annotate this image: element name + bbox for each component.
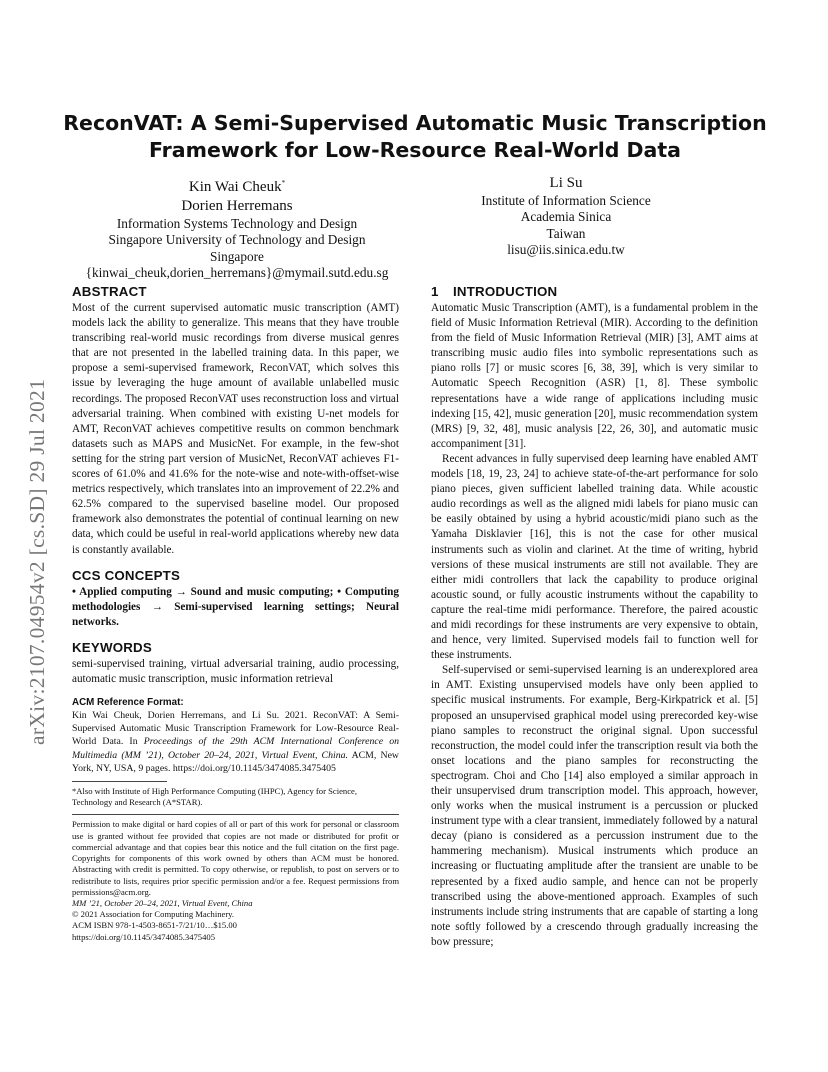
copyright-line: © 2021 Association for Computing Machinery. [72, 909, 235, 920]
ccs-heading: CCS CONCEPTS [72, 567, 181, 583]
abstract-heading: ABSTRACT [72, 284, 147, 299]
affiliation: Academia Sinica [520, 209, 612, 225]
author-email: lisu@iis.sinica.edu.tw [507, 241, 625, 257]
keywords-section [72, 639, 399, 687]
acm-reference-text: Kin Wai Cheuk, Dorien Herremans, and Li Su. 2021. ReconVAT: A Semi-Supervised Automatic Music Transcription Framework for Low-Resource Real-World Data. In Proceedings of the 29th ACM International Conference on Multimedia (MM ’21), October 20–24, 2021, Virtual Event, China. ACM, New York, NY, USA, 9 pages. https://doi.org/10.1145/3474085.3475405 [72, 710, 399, 774]
abstract-text: Most of the current supervised automatic music transcription (AMT) models lack the ability to generalize. This means that they have trouble transcribing real-world music recordings from diverse musical genres that are not presented in the labelled training data. In this paper, we propose a semi-supervised framework, ReconVAT, which solves this issue by leveraging the huge amount of available unlabelled music recordings. The proposed ReconVAT uses reconstruction loss and virtual adversarial training. When combined with existing U-net models for AMT, ReconVAT achieves competitive results on common benchmark datasets such as MAPS and MusicNet. For example, in the few-shot setting for the string part version of MusicNet, ReconVAT achieves F1-scores of 61.0% and 41.6% for the note-wise and note-with-offset-wise metrics respectively, which translates into an improvement of 22.2% and 62.5% compared to the supervised baseline model. Our proposed framework also demonstrates the potential of continual learning on new data, which could be useful in real-world applications whereby new data is constantly available. [72, 302, 399, 556]
intro-paragraph-3: Self-supervised or semi-supervised learning is an underexplored area in AMT. Existing unsupervised models have only been applied to specific musical instruments. For example, Berg-Kirkpatrick et al. [5] proposed an unsupervised graphical model using prerecorded key-wise piano samples to reconstruct the original signal. Upon successful reconstruction, the model could infer the transcription result via both the onset locations and the piano samples for reconstructing the spectrogram. Choi and Cho [14] also employed a similar approach in their unsupervised drum transcription model. This approach, however, only works when the musical instrument is a percussion or plucked instrument type with a clear transient, immediately followed by a natural decay (piano is considered as a percussion instrument due to the hammering mechanism). Musical instruments which produce an increasing or fluctuating amplitude after the transient are unable to be represented by a fixed audio sample, and hence can not be properly transcribed using the above-mentioned approach. Examples of such instruments include string instruments that are capable of starting a long note softly followed by a crescendo through gradually increasing the bow pressure; [431, 664, 758, 948]
keywords-heading: KEYWORDS [72, 639, 152, 655]
paper-title [60, 110, 770, 164]
acm-reference-heading: ACM Reference Format: [72, 697, 184, 709]
left-column [72, 283, 399, 943]
keywords-text: semi-supervised training, virtual adversarial training, audio processing, automatic music transcription, music information retrieval [72, 657, 399, 685]
permission-text: Permission to make digital or hard copies of all or part of this work for personal or classroom use is granted without fee provided that copies are not made or distributed for profit or commercial advantage and that copies bear this notice and the full citation on the first page. Copyrights for components of this work owned by others than ACM must be honored. Abstracting with credit is permitted. To copy otherwise, or republish, to post on servers or to redistribute to lists, requires prior specific permission and/or a fee. Request permissions from permissions@acm.org. [72, 819, 399, 897]
author-email: {kinwai_cheuk,dorien_herremans}@mymail.sutd.edu.sg [85, 264, 389, 280]
introduction-heading [431, 283, 758, 301]
intro-paragraph-2: Recent advances in fully supervised deep learning have enabled AMT models [18, 19, 23, 24] to achieve state-of-the-art performance for solo piano pieces, given sufficient labelled training data. While acoustic audio recordings as well as the aligned midi labels for piano music can be easily obtained by using a hybrid acoustic/midi piano such as the Yamaha Disklavier [16], this is not the case for other musical instruments such as violin and clarinet. At the time of writing, hybrid versions of these musical instruments are still not available. They are either midi controllers that lack the capability to produce original acoustic sound, or fully acoustic instruments without the capability to capture the real-time midi performance. Therefore, the paired acoustic and midi recordings for these instruments are very expensive to obtain, and hence, very limited. Supervised models fail to function well for these instruments. [431, 452, 758, 662]
intro-paragraph-1: Automatic Music Transcription (AMT), is a fundamental problem in the field of Music Information Retrieval (MIR). According to the definition from the field of Music Information Retrieval (MIR) [3], AMT aims at transcribing music audio files into symbolic representations such as piano rolls [7] or music scores [6, 38, 39], which is very similar to Automatic Speech Recognition (ASR) [1, 8]. These symbolic representations have a wide range of applications including music indexing [15, 42], music generation [20], music recommendation system (MRS) [9, 32, 48], music analysis [22, 26, 30], and automatic music accompaniment [31]. [431, 302, 758, 450]
affiliation: Singapore University of Technology and Design [108, 232, 366, 248]
venue-line: MM ’21, October 20–24, 2021, Virtual Event, China [72, 897, 253, 908]
affiliation: Taiwan [546, 225, 586, 241]
author-block-1 [72, 174, 402, 281]
permission-block [72, 819, 399, 942]
arxiv-identifier: arXiv:2107.04954v2 [cs.SD] 29 Jul 2021 [25, 378, 49, 745]
affiliation: Information Systems Technology and Design [116, 216, 358, 231]
permission-rule [72, 814, 399, 815]
footnote: *Also with Institute of High Performance Computing (IHPC), Agency for Science, Technology and Research (A*STAR). [72, 786, 357, 808]
section-title: INTRODUCTION [453, 284, 558, 299]
author-name: Kin Wai Cheuk* [188, 179, 286, 195]
ccs-text: • Applied computing → Sound and music computing; • Computing methodologies → Semi-supervised learning settings; Neural networks. [72, 585, 399, 628]
section-number: 1 [431, 284, 439, 299]
right-column [431, 283, 758, 950]
ccs-section [72, 567, 399, 630]
author-name: Li Su [549, 175, 583, 191]
acm-reference [72, 696, 399, 775]
affiliation: Singapore [210, 248, 264, 264]
author-name: Dorien Herremans [181, 198, 293, 214]
isbn-line: ACM ISBN 978-1-4503-8651-7/21/10…$15.00 [72, 920, 237, 931]
footnote-rule [72, 781, 167, 782]
title-line-1: ReconVAT: A Semi-Supervised Automatic Music Transcription [63, 111, 767, 135]
affiliation: Institute of Information Science [481, 193, 651, 208]
doi-link[interactable]: https://doi.org/10.1145/3474085.3475405 [72, 931, 215, 942]
abstract-section [72, 283, 399, 558]
title-line-2: Framework for Low-Resource Real-World Data [148, 138, 682, 162]
author-block-2 [446, 174, 686, 258]
